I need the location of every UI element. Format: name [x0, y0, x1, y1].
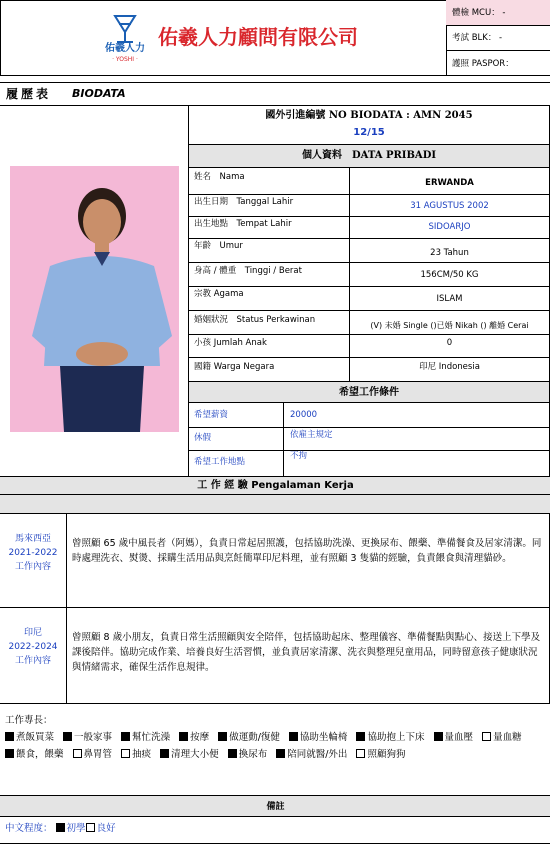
label-location: 希望工作地點 [194, 457, 246, 467]
skill-item [160, 749, 219, 760]
biodata-date: 12/15 [353, 127, 385, 138]
experience-1-label: 工作內容 [14, 562, 51, 572]
personal-header-label: 個人資料 DATA PRIBADI [301, 150, 437, 161]
hope-header-label: 希望工作條件 [339, 387, 399, 398]
chinese-option-label: 初學 [66, 823, 86, 834]
checked-box-icon[interactable] [5, 732, 14, 741]
checked-box-icon[interactable] [356, 732, 365, 741]
label-umur: 年齡 Umur [194, 241, 243, 251]
value-tanggal-lahir: 31 AGUSTUS 2002 [410, 201, 489, 211]
unchecked-box-icon[interactable] [356, 749, 365, 758]
checked-box-icon[interactable] [5, 749, 14, 758]
experience-subheader [0, 495, 550, 514]
unchecked-box-icon[interactable] [73, 749, 82, 758]
mcu-label: 體檢 MCU： - [452, 8, 506, 18]
title-en: BIODATA [72, 87, 126, 100]
experience-1-years: 2021-2022 [8, 548, 58, 558]
skill-item [482, 732, 522, 743]
label-jumlah-anak: 小孩 Jumlah Anak [194, 338, 267, 348]
experience-header-zh: 工 作 經 驗 [197, 480, 248, 491]
chinese-label: 中文程度： [5, 823, 53, 834]
checked-box-icon[interactable] [276, 749, 285, 758]
label-warga-negara: 國籍 Warga Negara [194, 362, 275, 372]
skill-label: 幫忙洗澡 [132, 732, 171, 743]
biodata-number: 國外引進編號 NO BIODATA : AMN 2045 [265, 110, 473, 121]
checked-box-icon[interactable] [228, 749, 237, 758]
value-nama: ERWANDA [425, 178, 474, 188]
label-salary: 希望薪資 [194, 410, 229, 420]
experience-1-meta [0, 532, 66, 574]
checked-box-icon[interactable] [160, 749, 169, 758]
label-tempat-lahir: 出生地點 Tempat Lahir [194, 219, 292, 229]
skill-item [121, 749, 151, 760]
skill-label: 按摩 [190, 732, 210, 743]
label-holiday: 休假 [194, 433, 212, 443]
skill-label: 鼻胃管 [83, 749, 113, 760]
logo-subtext: · YOSHI · [112, 56, 138, 63]
checked-box-icon[interactable] [218, 732, 227, 741]
skill-label: 清理大小便 [171, 749, 219, 760]
applicant-photo [10, 166, 179, 432]
chinese-level [5, 822, 545, 836]
skill-label: 陪同就醫/外出 [287, 749, 348, 760]
company-logo [95, 10, 155, 68]
checked-box-icon[interactable] [434, 732, 443, 741]
skill-item [289, 732, 348, 743]
value-agama: ISLAM [436, 294, 463, 304]
value-tinggi-berat: 156CM/50 KG [420, 270, 479, 280]
experience-2-years: 2022-2024 [8, 642, 58, 652]
blk-label: 考試 BLK： - [452, 33, 503, 43]
chinese-option [56, 823, 86, 834]
experience-2-text: 曾照顧 8 歲小朋友，負責日常生活照顧與安全陪伴，包括協助起床、整理儀容、準備餐點與點心、接送上下學及課後陪伴。協助完成作業、培養良好生活習慣，並負責居家清潔、洗衣與整理兒童用品，同時留意孩子健康狀況與情緒需求，確保生活作息規律。 [72, 632, 541, 673]
value-warga-negara: 印尼 Indonesia [419, 362, 480, 372]
value-holiday: 依雇主規定 [290, 430, 333, 440]
skill-item [5, 732, 54, 743]
notes-header-label: 備註 [266, 802, 285, 812]
skill-item [218, 732, 280, 743]
chinese-option-label: 良好 [96, 823, 116, 834]
hope-header [189, 382, 549, 403]
skill-label: 換尿布 [238, 749, 268, 760]
skill-item [5, 749, 64, 760]
skills-block [5, 712, 545, 763]
label-status: 婚姻狀況 Status Perkawinan [194, 315, 316, 325]
skill-label: 做運動/復健 [229, 732, 280, 743]
logo-mark-icon [95, 10, 155, 46]
experience-header-label [0, 477, 550, 492]
experience-1-text: 曾照顧 65 歲中風長者（阿媽），負責日常起居照護，包括協助洗澡、更換尿布、餵藥、準備餐食及居家清潔。同時處理洗衣、熨燙、採購生活用品與烹飪簡單印尼料理，並有照顧 3 隻貓的經驗，負責餵食與清理貓砂。 [72, 538, 542, 564]
checked-box-icon[interactable] [179, 732, 188, 741]
value-jumlah-anak: 0 [446, 338, 453, 348]
skill-item [63, 732, 112, 743]
label-tanggal-lahir: 出生日期 Tanggal Lahir [194, 197, 294, 207]
chinese-options [56, 823, 116, 834]
skill-item [179, 732, 209, 743]
skill-label: 煮飯買菜 [16, 732, 55, 743]
paspor-label: 護照 PASPOR： [452, 59, 514, 69]
company-name: 佑羲人力顧問有限公司 [158, 25, 358, 49]
skill-label: 一般家事 [74, 732, 113, 743]
checked-box-icon[interactable] [289, 732, 298, 741]
personal-header [189, 144, 549, 168]
unchecked-box-icon[interactable] [121, 749, 130, 758]
checked-box-icon[interactable] [121, 732, 130, 741]
skill-item [276, 749, 347, 760]
value-location: 不拘 [290, 451, 308, 461]
value-umur: 23 Tahun [430, 248, 469, 258]
checked-box-icon[interactable] [56, 823, 65, 832]
label-agama: 宗教 Agama [194, 289, 244, 299]
skill-label: 抽痰 [132, 749, 152, 760]
unchecked-box-icon[interactable] [482, 732, 491, 741]
skill-label: 量血壓 [444, 732, 474, 743]
skill-item [73, 749, 113, 760]
skill-label: 量血糖 [493, 732, 522, 743]
skill-item [356, 749, 405, 760]
skill-label: 餵食，餵藥 [16, 749, 64, 760]
chinese-option [86, 823, 116, 834]
skill-label: 照顧狗狗 [367, 749, 406, 760]
label-nama: 姓名 Nama [194, 172, 245, 182]
experience-2-country: 印尼 [23, 628, 42, 638]
skill-item [356, 732, 424, 743]
skill-label: 協助抱上下床 [367, 732, 425, 743]
unchecked-box-icon[interactable] [86, 823, 95, 832]
checked-box-icon[interactable] [63, 732, 72, 741]
label-tinggi-berat: 身高 / 體重 Tinggi / Berat [194, 266, 302, 276]
experience-2-meta [0, 626, 66, 668]
skill-label: 協助坐輪椅 [299, 732, 348, 743]
experience-1-country: 馬來西亞 [14, 534, 51, 544]
title-zh: 履歷表 [6, 87, 52, 101]
notes-header [0, 795, 550, 817]
skill-item [228, 749, 268, 760]
skill-item [121, 732, 170, 743]
value-salary: 20000 [290, 410, 318, 420]
logo-text: 佑羲人力 [105, 43, 145, 54]
skills-list [5, 729, 545, 763]
value-status: (V) 未婚 Single ()已婚 Nikah () 離婚 Cerai [370, 321, 529, 330]
skills-label: 工作專長： [5, 715, 53, 726]
experience-header [0, 476, 550, 495]
value-tempat-lahir: SIDOARJO [428, 222, 471, 232]
experience-header-id: Pengalaman Kerja [251, 480, 354, 491]
skill-item [434, 732, 474, 743]
person-photo-icon [10, 166, 179, 432]
experience-2-label: 工作內容 [14, 656, 51, 666]
